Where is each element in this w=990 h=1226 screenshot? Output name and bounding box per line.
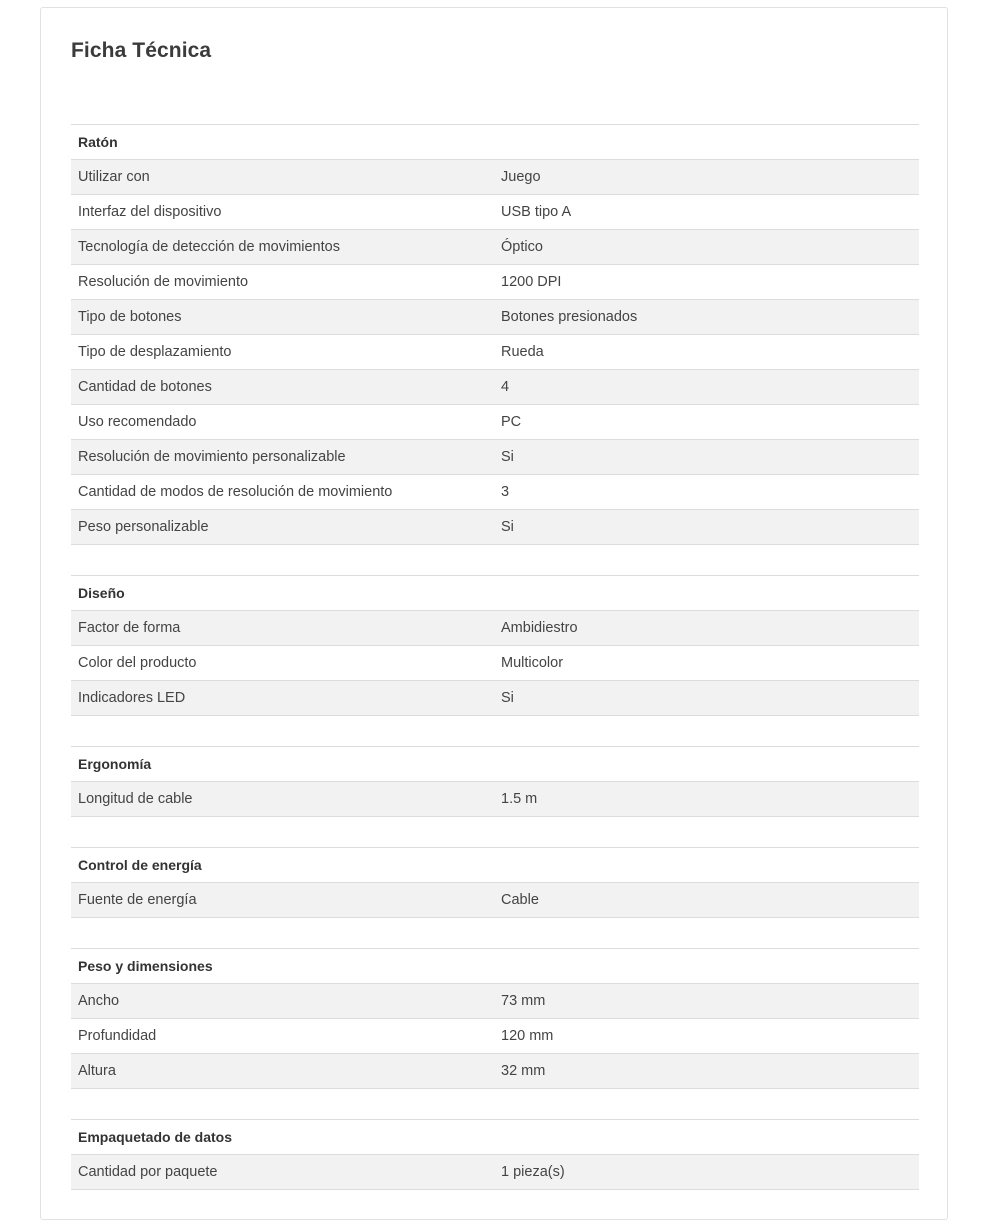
spec-section-peso-dimensiones: [71, 948, 919, 1089]
spec-label: Longitud de cable: [78, 791, 193, 807]
spec-row: [71, 300, 919, 335]
spec-row: [71, 1155, 919, 1190]
section-title: Peso y dimensiones: [71, 949, 919, 984]
spec-value: 3: [501, 484, 510, 500]
section-title: Ergonomía: [71, 747, 919, 782]
spec-label: Profundidad: [78, 1028, 157, 1044]
spec-row: [71, 1054, 919, 1089]
spec-row: [71, 230, 919, 265]
spec-row: [71, 370, 919, 405]
spec-value: Si: [501, 690, 514, 706]
spec-label: Factor de forma: [78, 620, 181, 636]
spec-label: Resolución de movimiento: [78, 274, 249, 290]
spec-value: Cable: [501, 892, 539, 908]
spec-value: 32 mm: [501, 1063, 546, 1079]
spec-value: Si: [501, 519, 514, 535]
spec-label: Tipo de desplazamiento: [78, 344, 232, 360]
spec-row: [71, 510, 919, 545]
spec-row: [71, 611, 919, 646]
spec-value: 1.5 m: [501, 791, 538, 807]
spec-label: Cantidad de botones: [78, 379, 212, 395]
spec-value: Juego: [501, 169, 541, 185]
spec-row: [71, 681, 919, 716]
page-title: Ficha Técnica: [71, 39, 212, 62]
spec-row: [71, 195, 919, 230]
spec-section-empaquetado: [71, 1119, 919, 1190]
spec-label: Utilizar con: [78, 169, 150, 185]
spec-value: 1200 DPI: [501, 274, 562, 290]
spec-section-diseno: [71, 575, 919, 716]
spec-value: Rueda: [501, 344, 544, 360]
spec-row: [71, 782, 919, 817]
spec-row: [71, 646, 919, 681]
spec-value: PC: [501, 414, 522, 430]
spec-row: [71, 335, 919, 370]
spec-label: Tipo de botones: [78, 309, 182, 325]
spec-value: 120 mm: [501, 1028, 554, 1044]
spec-section-ergonomia: [71, 746, 919, 817]
section-title: Diseño: [71, 576, 919, 611]
spec-label: Uso recomendado: [78, 414, 197, 430]
spec-value: Botones presionados: [501, 309, 638, 325]
spec-label: Resolución de movimiento personalizable: [78, 449, 346, 465]
spec-value: USB tipo A: [501, 204, 572, 220]
spec-value: Ambidiestro: [501, 620, 578, 636]
spec-row: [71, 883, 919, 918]
spec-label: Cantidad de modos de resolución de movimiento: [78, 484, 393, 500]
spec-label: Peso personalizable: [78, 519, 209, 535]
spec-value: Si: [501, 449, 514, 465]
spec-value: 1 pieza(s): [501, 1164, 565, 1180]
spec-section-raton: [71, 124, 919, 545]
spec-row: [71, 984, 919, 1019]
spec-row: [71, 405, 919, 440]
spec-value: 73 mm: [501, 993, 546, 1009]
section-title: Control de energía: [71, 848, 919, 883]
spec-value: Óptico: [501, 239, 543, 255]
spec-label: Interfaz del dispositivo: [78, 204, 222, 220]
section-title: Ratón: [71, 125, 919, 160]
spec-label: Fuente de energía: [78, 892, 197, 908]
spec-label: Color del producto: [78, 655, 197, 671]
spec-section-control-energia: [71, 847, 919, 918]
spec-row: [71, 475, 919, 510]
spec-label: Cantidad por paquete: [78, 1164, 218, 1180]
spec-label: Altura: [78, 1063, 116, 1079]
spec-row: [71, 160, 919, 195]
spec-value: Multicolor: [501, 655, 564, 671]
spec-row: [71, 440, 919, 475]
spec-label: Tecnología de detección de movimientos: [78, 239, 340, 255]
spec-row: [71, 265, 919, 300]
spec-label: Indicadores LED: [78, 690, 186, 706]
spec-value: 4: [501, 379, 510, 395]
section-title: Empaquetado de datos: [71, 1120, 919, 1155]
spec-row: [71, 1019, 919, 1054]
spec-label: Ancho: [78, 993, 120, 1009]
spec-table: [71, 124, 919, 1220]
spec-card: [40, 7, 948, 1220]
